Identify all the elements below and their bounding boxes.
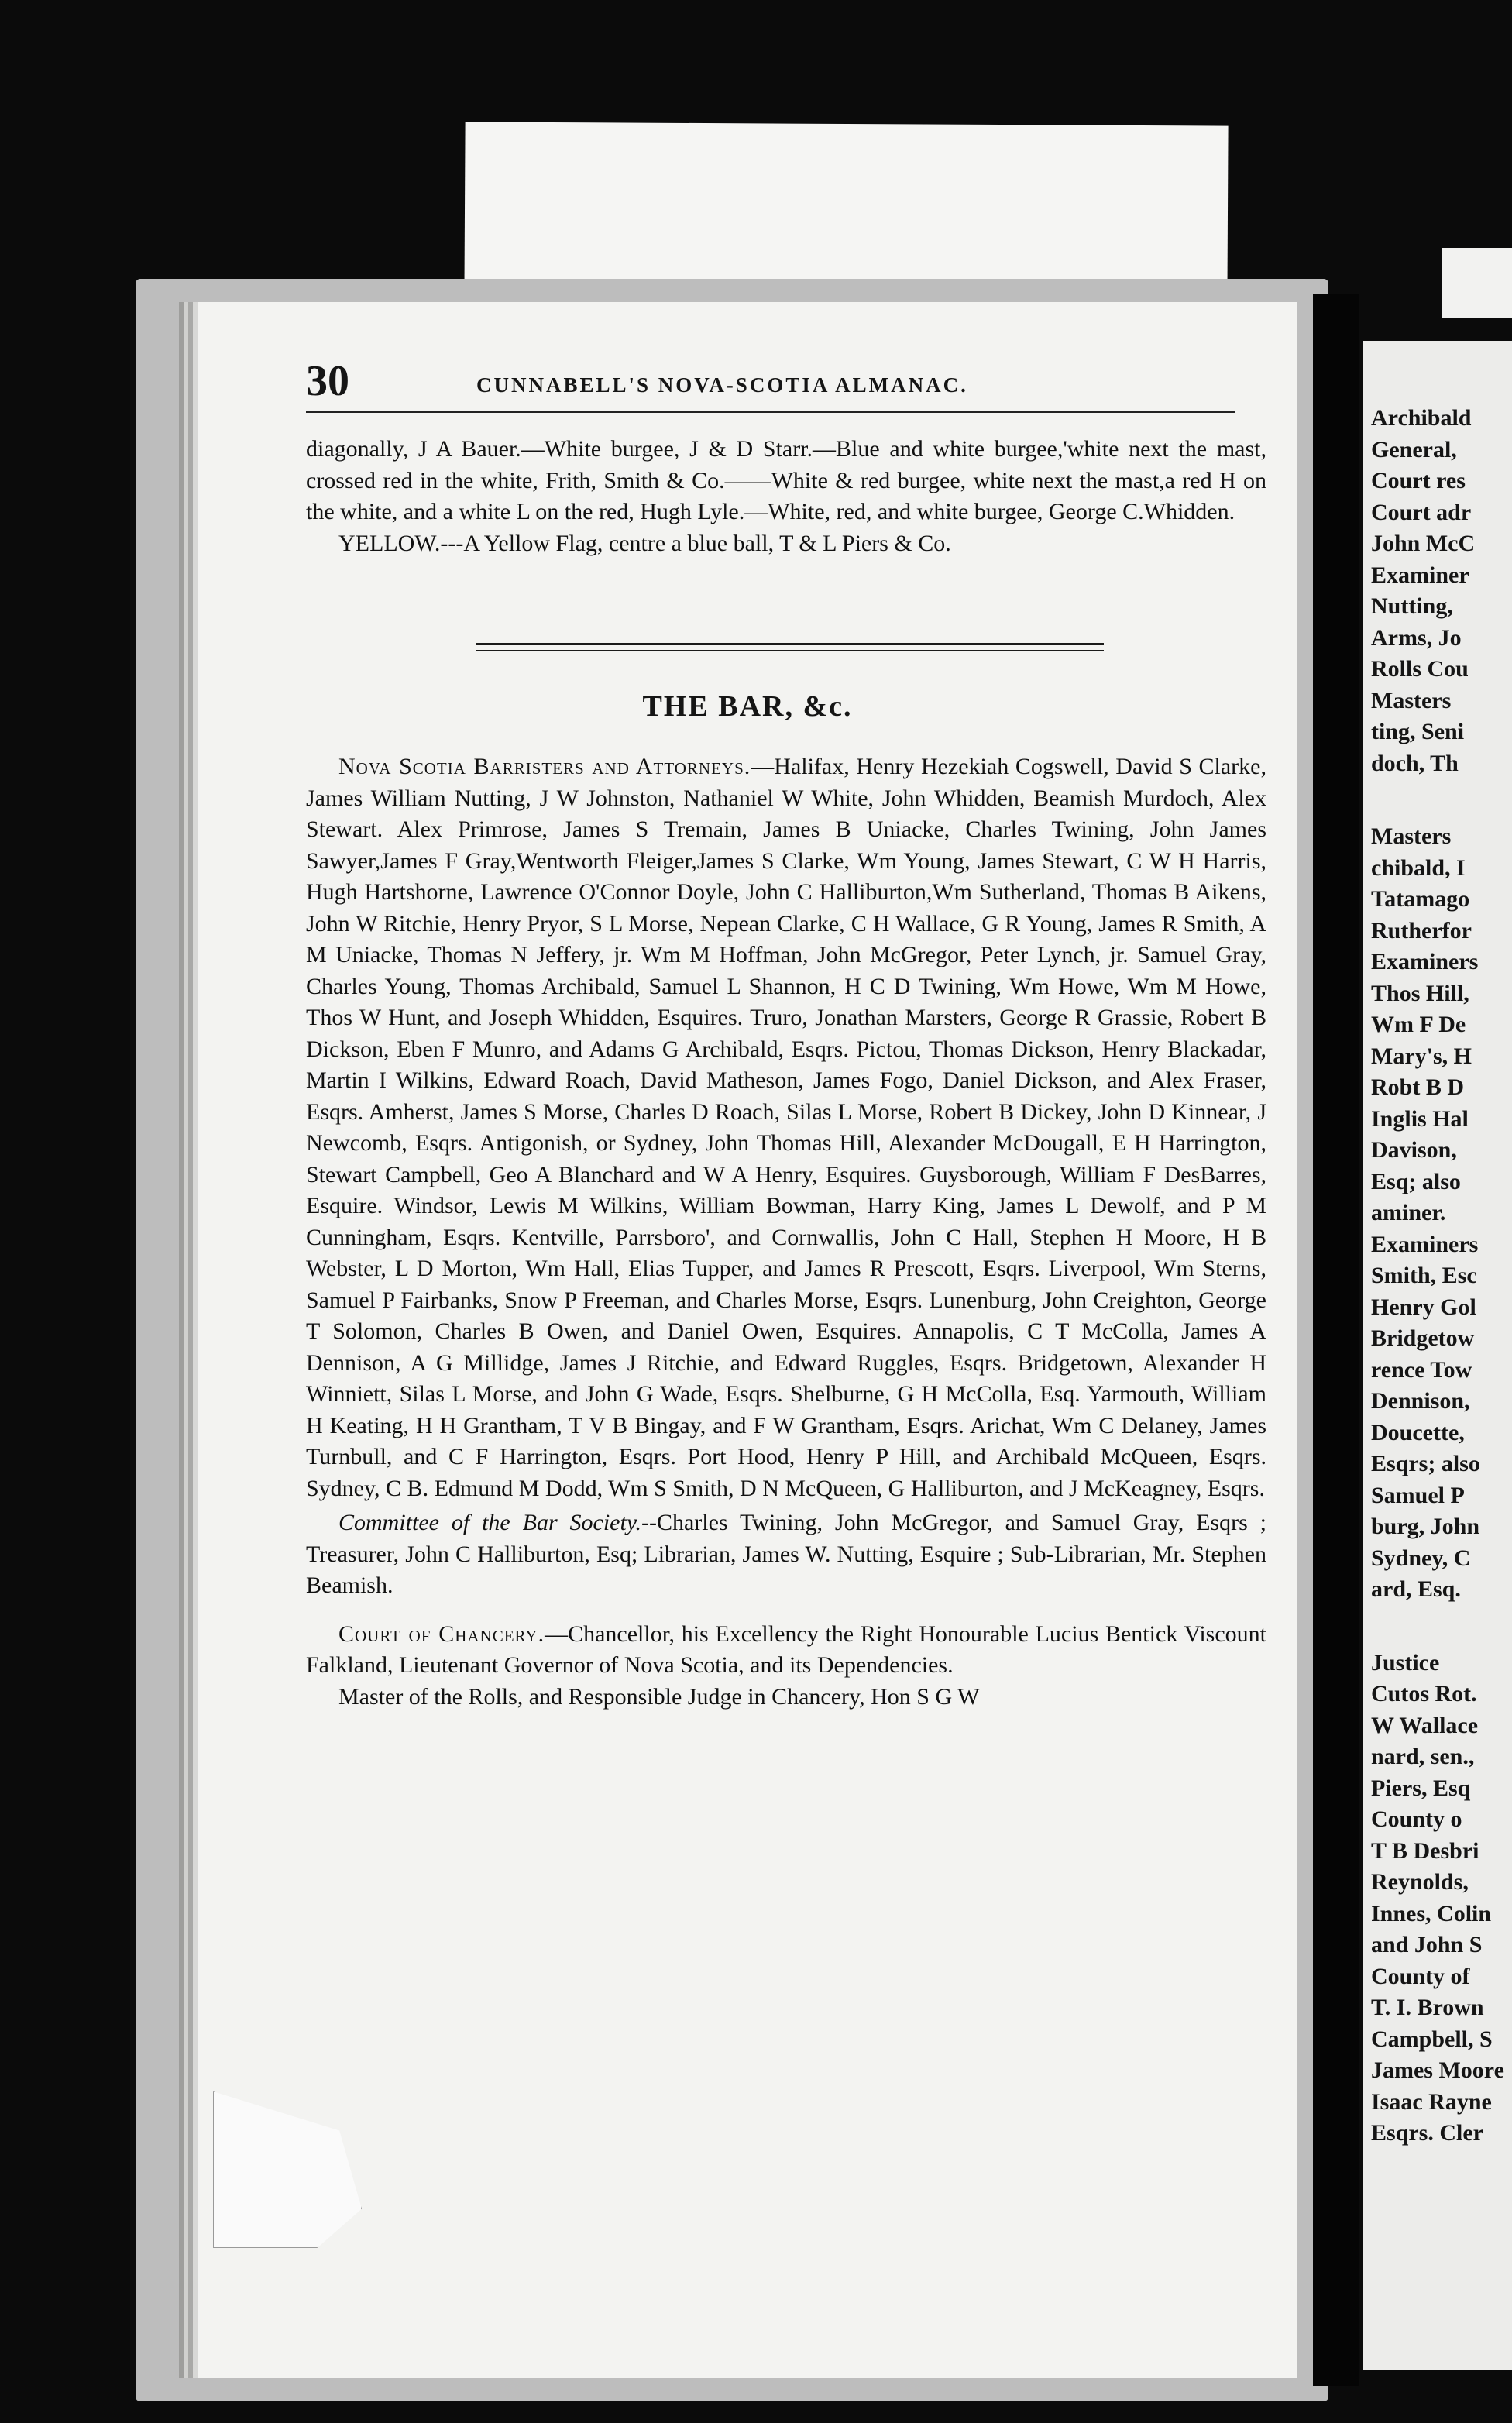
right-page-line: Justice [1371,1649,1440,1675]
right-page-line: County of [1371,1963,1470,1989]
double-rule-divider [476,643,1104,656]
right-page-line: Smith, Esc [1371,1263,1477,1288]
right-page-line: Bridgetow [1371,1325,1475,1351]
right-page-line: Nutting, [1371,593,1453,619]
right-page-line: ard, Esq. [1371,1576,1461,1602]
right-page-line: Tatamago [1371,886,1470,912]
right-page-line: Campbell, S [1371,2026,1493,2052]
right-page-line: John McC [1371,531,1476,556]
right-page-line: Isaac Rayne [1371,2088,1492,2115]
right-page-line: Innes, Colin [1371,1900,1492,1926]
right-page-line: Examiners [1371,949,1479,974]
right-page-line: Esq; also [1371,1168,1461,1194]
rule-line [476,643,1104,645]
right-page-line: Thos Hill, [1371,980,1469,1006]
left-page [198,302,1297,2378]
page-number: 30 [306,357,349,405]
right-page-line: James Moore [1371,2057,1504,2083]
barristers-text: —Halifax, Henry Hezekiah Cogswell, David S Clarke, James William Nutting, J W Johnston, Nathaniel W White, John Whidden, Beamish Murdoch, Alex Stewart. Alex Primrose, James S Tremain, James B Uniacke, Charles Twining, John James Sawyer,James F Gray,Wentworth Fleiger,James S Clarke, Wm Young, James Stewart, C W H Harris, Hugh Hartshorne, Lawrence O'Connor Doyle, John C Halliburton,Wm Sutherland, Thomas B Aikens, John W Ritchie, Henry Pryor, S L Morse, Nepean Clarke, C H Wallace, G R Young, James R Smith, A M Uniacke, Thomas N Jeffery, jr. Wm M Hoffman, John McGregor, Peter Lynch, jr. Samuel Gray, Charles Young, Thomas Archibald, Samuel L Shannon, H C D Twining, Wm Howe, Wm M Howe, Thos W Hunt, and Joseph Whidden, Esquires. Truro, Jonathan Marsters, George R Grassie, Robert B Dickson, Eben F Munro, and Adams G Archibald, Esqrs. Pictou, Thomas Dickson, Henry Blackadar, Martin I Wilkins, Edward Roach, David Matheson, James Fogo, Daniel Dickson, and Alex Fraser, Esqrs. Amherst, James S Morse, Charles D Roach, Silas L Morse, Robert B Dickey, John D Kinnear, J Newcomb, Esqrs. Antigonish, or Sydney, John Thomas Hill, Alexander McDougall, E H Harrington, Stewart Campbell, Geo A Blanchard and W A Henry, Esquires. Guysborough, William F DesBarres, Esquire. Windsor, Lewis M Wilkins, William Bowman, Harry King, James L Dewolf, and P M Cunningham, Esqrs. Kentville, Parrsboro', and Cornwallis, John C Hall, Stephen H Moore, H B Webster, L D Morton, Wm Hall, Elias Tupper, and James R Prescott, Esqrs. Liverpool, Wm Sterns, Samuel P Fairbanks, Snow P Freeman, and Charles Morse, Esqrs. Lunenburg, John Creighton, George T Solomon, Charles B Owen, and Daniel Owen, Esquires. Annapolis, C T McColla, James A Dennison, A G Millidge, James J Ritchie, and Edward Ruggles, Esqrs. Bridgetown, Alexander H Winniett, Silas L Morse, and John G Wade, Esqrs. Shelburne, G H McColla, Esq. Yarmouth, William H Keating, H H Grantham, T V B Bingay, and F W Grantham, Esqrs. Arichat, Wm C Delaney, James Turnbull, and C F Harrington, Esqrs. Port Hood, Henry P Hill, and Archibald McQueen, Esqrs. Sydney, C B. Edmund M Dodd, Wm S Smith, D N McQueen, G Halliburton, and J McKeagney, Esqrs. [306,754,1266,1501]
right-page-lines [1371,403,1504,2150]
flags-paragraph: diagonally, J A Bauer.—White burgee, J & D Starr.—Blue and white burgee,'white next the mast, crossed red in the white, Frith, Smith & Co.——White & red burgee, white next the mast,a red H on the white, and a white L on the red, Hugh Lyle.—White, red, and white burgee, George C.Whidden. [306,436,1266,524]
right-page-line: T. I. Brown [1371,1995,1484,2020]
section-title: THE BAR, &c. [642,690,853,723]
right-page-line: Samuel P [1371,1482,1465,1508]
tab-paper-slip [464,122,1228,304]
right-page-line: Court adr [1371,499,1472,525]
bar-text-block [306,751,1266,1713]
right-page-line: Wm F De [1371,1012,1466,1037]
right-page-line: General, [1371,436,1457,462]
right-page-line: W Wallace [1371,1712,1479,1738]
chancery-lead: Court of Chancery. [338,1620,545,1647]
right-page-line: Esqrs; also [1371,1451,1480,1476]
right-page-line: nard, sen., [1371,1744,1475,1769]
committee-lead: Committee of the Bar Society. [338,1510,641,1535]
right-page-line: Cutos Rot. [1371,1681,1477,1706]
right-page-line: burg, John [1371,1514,1480,1539]
rule-line [476,650,1104,651]
right-page-line: Esqrs. Cler [1371,2120,1483,2146]
right-page-line: Piers, Esq [1371,1775,1471,1801]
right-page-line: Masters [1371,823,1452,849]
right-page-line: Court res [1371,468,1466,493]
right-page-line [1371,1606,1504,1648]
chancery-paragraph [306,1619,1266,1682]
book-gutter [1313,294,1359,2386]
chancery-text: —Chancellor, his Excellency the Right Honourable Lucius Bentick Viscount Falkland, Lieutenant Governor of Nova Scotia, and its Dependencies. [306,1620,1266,1678]
right-page-line: T B Desbri [1371,1837,1479,1864]
right-page-line: ting, Seni [1371,719,1465,744]
right-page-line: Arms, Jo [1371,624,1462,651]
right-page-fragment [1363,341,1512,2370]
yellow-flag-paragraph: YELLOW.---A Yellow Flag, centre a blue ball, T & L Piers & Co. [338,530,951,556]
barristers-paragraph [306,751,1266,1504]
right-page-line: Rolls Cou [1371,656,1469,682]
right-page-line: chibald, I [1371,854,1466,881]
right-page-line: rence Tow [1371,1356,1472,1383]
tab-paper-slip-right [1442,248,1512,318]
flags-text-block [306,434,1266,559]
right-page-line [1371,779,1504,821]
right-page-line: Robt B D [1371,1074,1465,1100]
right-page-line: doch, Th [1371,750,1459,776]
right-page-line: Sydney, C [1371,1545,1471,1571]
right-page-line: aminer. [1371,1200,1446,1225]
running-title: CUNNABELL'S NOVA-SCOTIA ALMANAC. [476,373,968,397]
barristers-lead: Nova Scotia Barristers and Attorneys. [338,754,751,779]
right-page-line: Inglis Hal [1371,1105,1469,1132]
right-page-line: Archibald [1371,405,1472,431]
right-page-line: County o [1371,1806,1462,1832]
right-page-line: and John S [1371,1932,1483,1957]
right-page-line: Henry Gol [1371,1294,1476,1320]
right-page-line: Examiners [1371,1231,1479,1257]
committee-paragraph [306,1507,1266,1602]
page-header [306,356,1235,413]
right-page-line: Doucette, [1371,1419,1465,1445]
right-page-line: Mary's, H [1371,1043,1472,1069]
chancery-master-paragraph: Master of the Rolls, and Responsible Judge in Chancery, Hon S G W [338,1683,980,1710]
right-page-line: Masters [1371,687,1452,713]
right-page-line: Rutherfor [1371,917,1472,943]
right-page-line: Examiner [1371,562,1469,588]
committee-text: --Charles Twining, John McGregor, and Samuel Gray, Esqrs ; Treasurer, John C Halliburton, Esq; Librarian, James W. Nutting, Esquire ; Sub-Librarian, Mr. Stephen Beamish. [306,1510,1266,1598]
right-page-line: Dennison, [1371,1388,1470,1414]
right-page-line: Reynolds, [1371,1869,1469,1895]
right-page-line: Davison, [1371,1137,1457,1163]
